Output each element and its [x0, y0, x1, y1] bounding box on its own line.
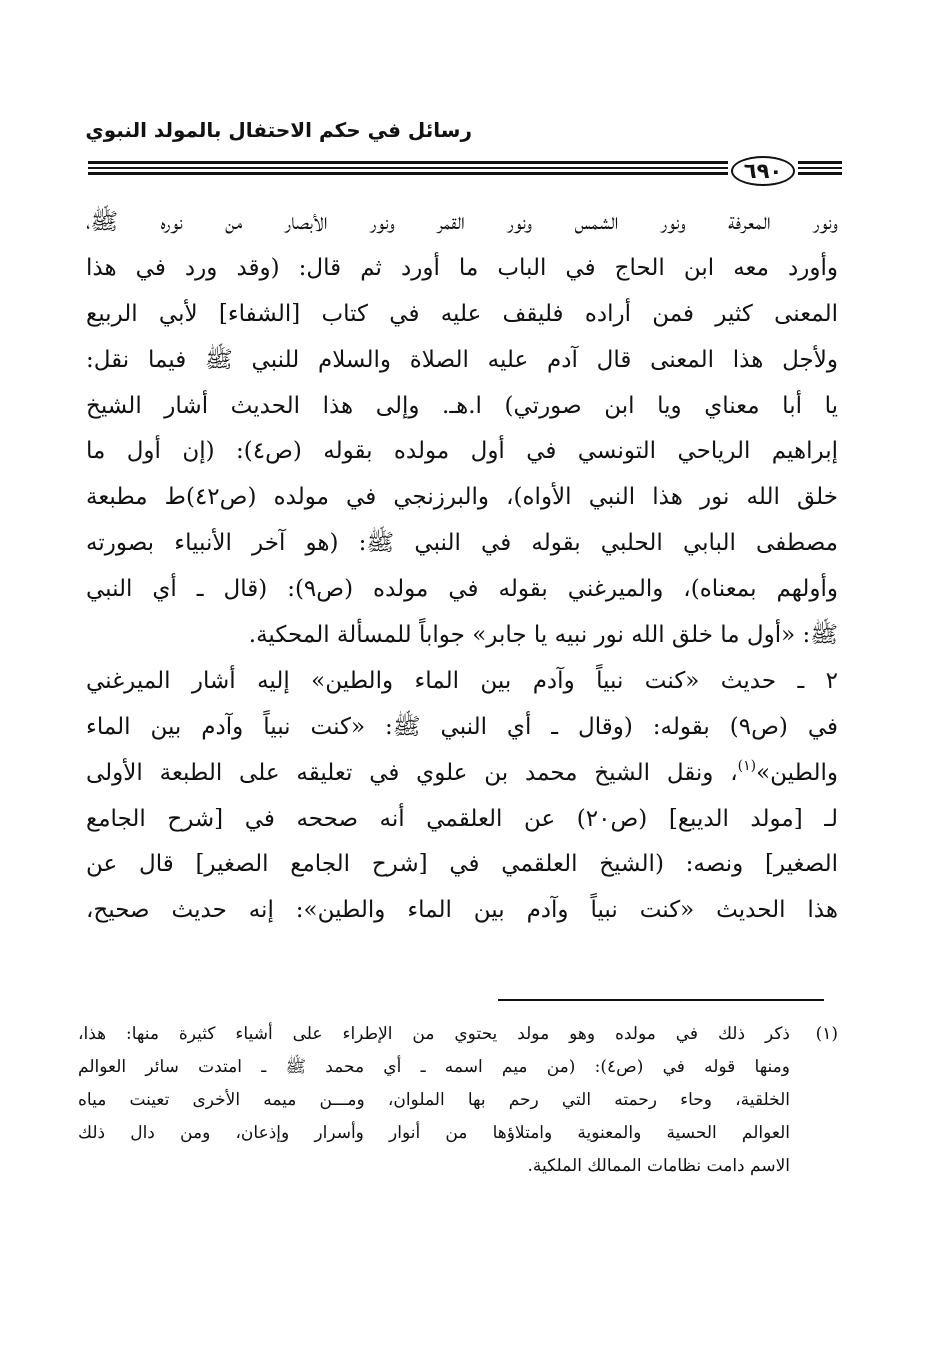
text-line: المعنى كثير فمن أراده فليقف عليه في كتاب [الشفاء] لأبي الربيع [86, 300, 838, 327]
rule-line [798, 167, 842, 169]
header-rule [88, 156, 842, 190]
text-line [86, 751, 838, 797]
text-line: خلق الله نور هذا النبي الأواه)، والبرزنجي في مولده (ص٤٢)ط مطبعة [86, 484, 839, 511]
main-text [86, 200, 838, 934]
footnotes [78, 1018, 838, 1183]
rule-line [798, 161, 842, 164]
footnote-line: العوالم الحسية والمعنوية وامتلاؤها من أنوار وأسرار وإذعان، ومن دال ذلك [78, 1123, 790, 1143]
text-line: ﷺ: «أول ما خلق الله نور نبيه يا جابر» جواباً للمسألة المحكية. [248, 622, 838, 649]
footnote-line [78, 1018, 838, 1051]
footnote-line: ومنها قوله في (ص٤): (من ميم اسمه ـ أي محمد ﷺ ـ امتدت سائر العوالم [78, 1057, 790, 1077]
rule-line [88, 161, 728, 164]
text-line: وأولهم بمعناه)، والميرغني بقوله في مولده (ص٩): (قال ـ أي النبي [86, 576, 838, 603]
text-line: وأورد معه ابن الحاج في الباب ما أورد ثم قال: (وقد ورد في هذا [86, 254, 838, 281]
footnote-line: الاسم دامت نظامات الممالك الملكية. [527, 1156, 790, 1176]
text-line: في (ص٩) بقوله: (وقال ـ أي النبي ﷺ: «كنت نبياً وآدم بين الماء [86, 713, 838, 740]
running-title: رسائل في حكم الاحتفال بالمولد النبوي [85, 118, 472, 142]
footnote-reference[interactable]: (١) [737, 757, 757, 774]
footnote-line: الخلقية، وحاء رحمته التي رحم بها الملوان، ومـــن ميمه الأخرى تعينت مياه [78, 1090, 790, 1110]
text-fragment: والطين» [756, 759, 838, 786]
text-line: ٢ ـ حديث «كنت نبياً وآدم بين الماء والطين» إليه أشار الميرغني [86, 667, 838, 694]
text-line: لـ [مولد الديبع] (ص٢٠) عن العلقمي أنه صححه في [شرح الجامع [86, 805, 838, 832]
text-fragment: ، ونقل الشيخ محمد بن علوي في تعليقه على الطبعة الأولى [86, 759, 738, 786]
rule-line [88, 172, 728, 175]
text-line: يا أبا معناي ويا ابن صورتي) ا.هـ. وإلى هذا الحديث أشار الشيخ [86, 392, 838, 419]
footnote-text: ذكر ذلك في مولده وهو مولد يحتوي من الإطراء على أشياء كثيرة منها: هذا، [78, 1024, 790, 1044]
text-line: هذا الحديث «كنت نبياً وآدم بين الماء والطين»: إنه حديث صحيح، [86, 897, 838, 924]
rule-line [88, 167, 728, 169]
text-line: الصغير] ونصه: (الشيخ العلقمي في [شرح الجامع الصغير] قال عن [86, 851, 838, 878]
rule-line [798, 172, 842, 175]
page-number: ٦٩٠ [731, 156, 795, 186]
text-line: ولأجل هذا المعنى قال آدم عليه الصلاة والسلام للنبي ﷺ فيما نقل: [86, 346, 838, 373]
footnote-separator [498, 999, 824, 1001]
text-line: ونور المعرفة ونور الشمس ونور القمر ونور الأبصار من نوره ﷺ، [86, 209, 838, 235]
footnote-number: (١) [815, 1024, 838, 1044]
text-line: مصطفى البابي الحلبي بقوله في النبي ﷺ: (هو آخر الأنبياء بصورته [86, 530, 838, 557]
text-line: إبراهيم الرياحي التونسي في أول مولده بقوله (ص٤): (إن أول ما [86, 438, 838, 465]
